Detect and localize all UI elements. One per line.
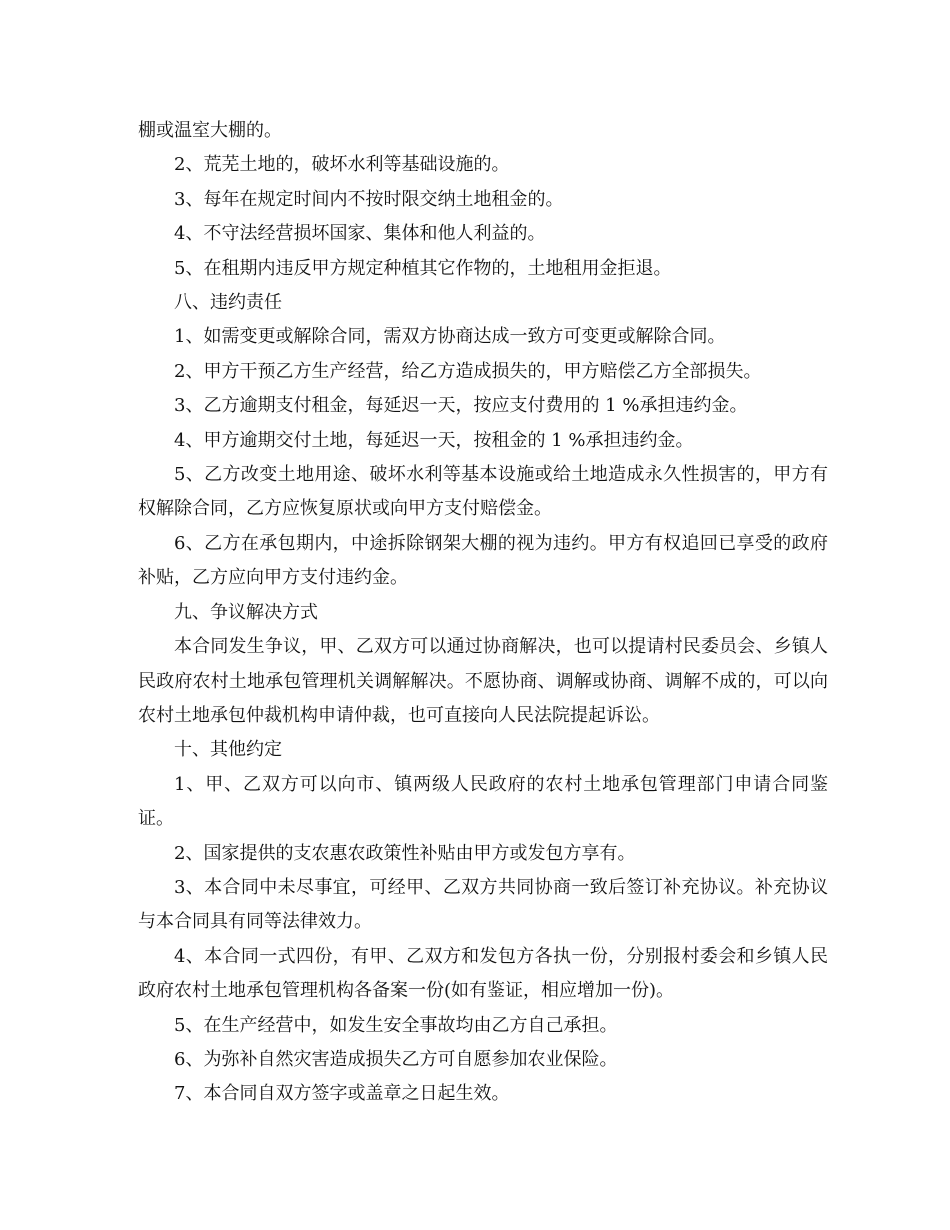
paragraph: 5、在生产经营中，如发生安全事故均由乙方自己承担。 — [174, 1014, 618, 1036]
paragraph: 3、本合同中未尽事宜，可经甲、乙双方共同协商一致后签订补充协议。补充协议与本合同具有同等法律效力。 — [138, 876, 828, 933]
section-heading-dispute: 九、争议解决方式 — [174, 601, 318, 623]
paragraph: 6、乙方在承包期内，中途拆除钢架大棚的视为违约。甲方有权追回已享受的政府补贴，乙方应向甲方支付违约金。 — [138, 532, 828, 589]
paragraph: 1、甲、乙双方可以向市、镇两级人民政府的农村土地承包管理部门申请合同鉴证。 — [138, 773, 828, 830]
paragraph: 4、不守法经营损坏国家、集体和他人利益的。 — [174, 223, 546, 245]
paragraph: 2、国家提供的支农惠农政策性补贴由甲方或发包方享有。 — [174, 842, 636, 864]
paragraph-continuation: 棚或温室大棚的。 — [138, 120, 282, 141]
paragraph: 本合同发生争议，甲、乙双方可以通过协商解决，也可以提请村民委员会、乡镇人民政府农村土地承包管理机关调解解决。不愿协商、调解或协商、调解不成的，可以向农村土地承包仲裁机构申请仲裁，也可直接向人民法院提起诉讼。 — [138, 636, 828, 726]
paragraph: 7、本合同自双方签字或盖章之日起生效。 — [174, 1083, 510, 1105]
paragraph: 2、荒芜土地的，破坏水利等基础设施的。 — [174, 154, 510, 176]
paragraph: 6、为弥补自然灾害造成损失乙方可自愿参加农业保险。 — [174, 1048, 618, 1070]
document-body — [138, 114, 828, 1112]
section-heading-breach: 八、违约责任 — [174, 292, 282, 314]
paragraph: 4、甲方逾期交付土地，每延迟一天，按租金的 1 %承担违约金。 — [174, 429, 694, 451]
section-heading-other: 十、其他约定 — [174, 739, 282, 761]
paragraph: 2、甲方干预乙方生产经营，给乙方造成损失的，甲方赔偿乙方全部损失。 — [174, 360, 762, 382]
paragraph: 5、乙方改变土地用途、破坏水利等基本设施或给土地造成永久性损害的，甲方有权解除合同，乙方应恢复原状或向甲方支付赔偿金。 — [138, 464, 828, 520]
paragraph: 1、如需变更或解除合同，需双方协商达成一致方可变更或解除合同。 — [174, 326, 726, 348]
paragraph: 3、乙方逾期支付租金，每延迟一天，按应支付费用的 1 %承担违约金。 — [174, 395, 748, 417]
paragraph: 3、每年在规定时间内不按时限交纳土地租金的。 — [174, 188, 564, 210]
paragraph: 5、在租期内违反甲方规定种植其它作物的，土地租用金拒退。 — [174, 257, 672, 279]
paragraph: 4、本合同一式四份，有甲、乙双方和发包方各执一份，分别报村委会和乡镇人民政府农村土地承包管理机构各备案一份(如有鉴证，相应增加一份)。 — [138, 945, 828, 1002]
